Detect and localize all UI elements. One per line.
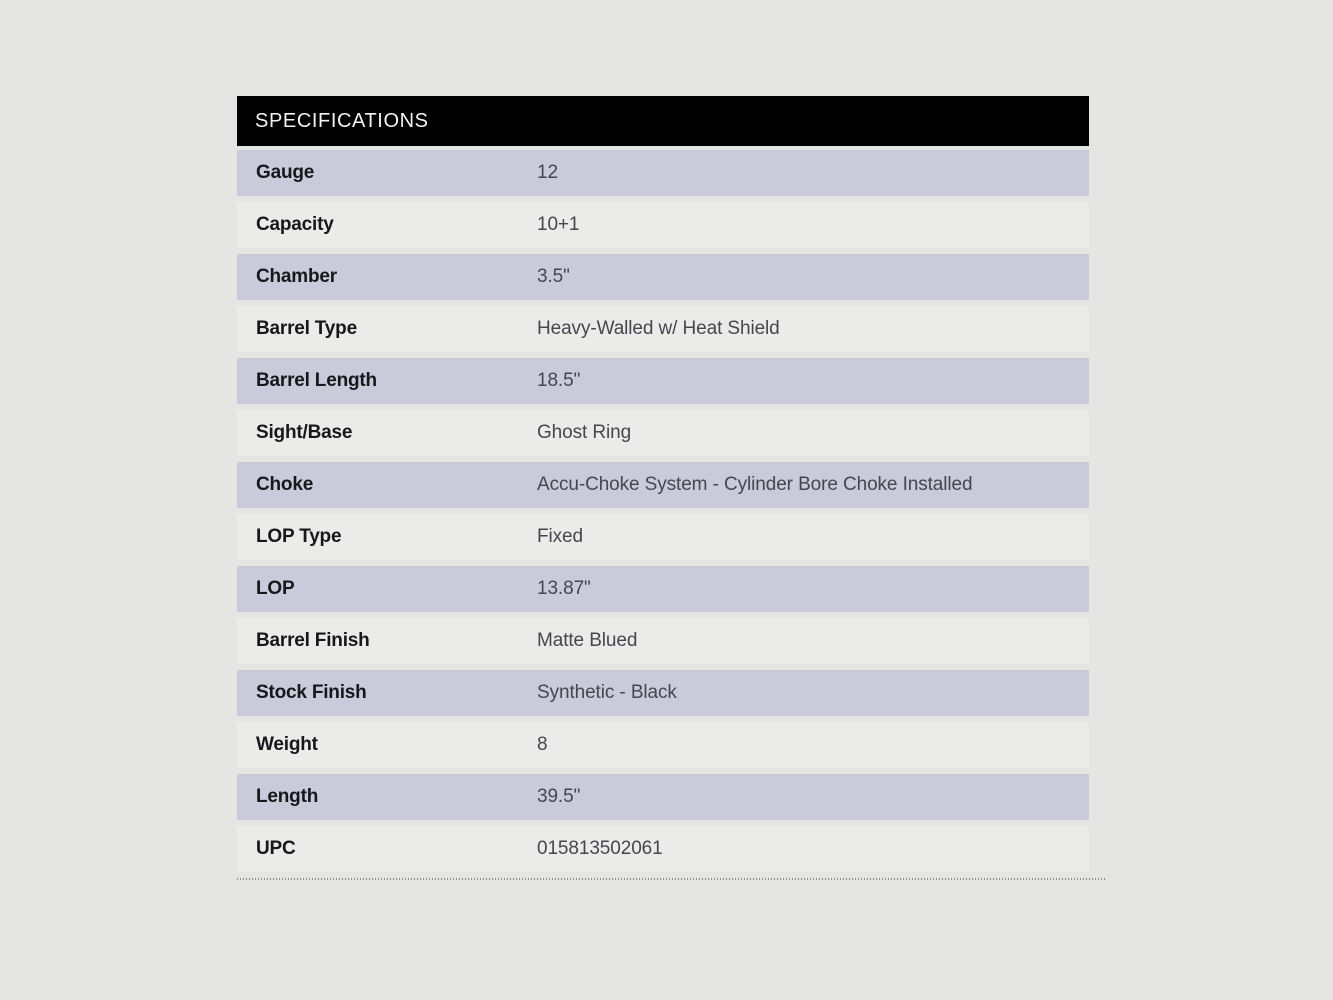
spec-row-weight (237, 722, 1089, 768)
spec-row-label: Weight (256, 734, 318, 755)
spec-row-value: 10+1 (537, 214, 580, 235)
spec-row-value: 13.87" (537, 578, 591, 599)
spec-row-value: 015813502061 (537, 838, 663, 859)
spec-row-label: Gauge (256, 162, 315, 183)
spec-row-value: Accu-Choke System - Cylinder Bore Choke Installed (537, 474, 973, 495)
spec-row-upc (237, 826, 1089, 872)
spec-row-length (237, 774, 1089, 820)
spec-row-label: LOP (256, 578, 295, 599)
spec-row-value: 12 (537, 162, 558, 183)
spec-row-lop-type (237, 514, 1089, 560)
table-bottom-divider (237, 878, 1105, 880)
spec-table-title: SPECIFICATIONS (255, 109, 429, 132)
spec-row-value: 18.5" (537, 370, 581, 391)
spec-row-lop (237, 566, 1089, 612)
spec-row-label: UPC (256, 838, 296, 859)
spec-row-label: Barrel Type (256, 318, 357, 339)
spec-table-rows (237, 150, 1089, 872)
spec-row-value: 8 (537, 734, 548, 755)
spec-row-gauge (237, 150, 1089, 196)
spec-row-value: 3.5" (537, 266, 570, 287)
spec-row-value: Ghost Ring (537, 422, 632, 443)
spec-row-label: Sight/Base (256, 422, 353, 443)
spec-row-label: Choke (256, 474, 314, 495)
spec-row-chamber (237, 254, 1089, 300)
spec-row-stock-finish (237, 670, 1089, 716)
spec-row-label: Barrel Length (256, 370, 377, 391)
spec-row-barrel-type (237, 306, 1089, 352)
spec-row-label: Capacity (256, 214, 334, 235)
spec-row-label: Chamber (256, 266, 337, 287)
spec-row-value: Matte Blued (537, 630, 638, 651)
spec-row-label: Stock Finish (256, 682, 367, 703)
spec-row-capacity (237, 202, 1089, 248)
spec-row-label: LOP Type (256, 526, 342, 547)
spec-row-choke (237, 462, 1089, 508)
spec-row-label: Barrel Finish (256, 630, 370, 651)
spec-row-value: Fixed (537, 526, 583, 547)
spec-row-value: 39.5" (537, 786, 581, 807)
spec-row-label: Length (256, 786, 319, 807)
spec-row-sight-base (237, 410, 1089, 456)
spec-row-value: Heavy-Walled w/ Heat Shield (537, 318, 780, 339)
spec-row-barrel-length (237, 358, 1089, 404)
spec-row-value: Synthetic - Black (537, 682, 677, 703)
spec-row-barrel-finish (237, 618, 1089, 664)
spec-table-header (237, 96, 1089, 146)
specifications-table (237, 96, 1089, 880)
